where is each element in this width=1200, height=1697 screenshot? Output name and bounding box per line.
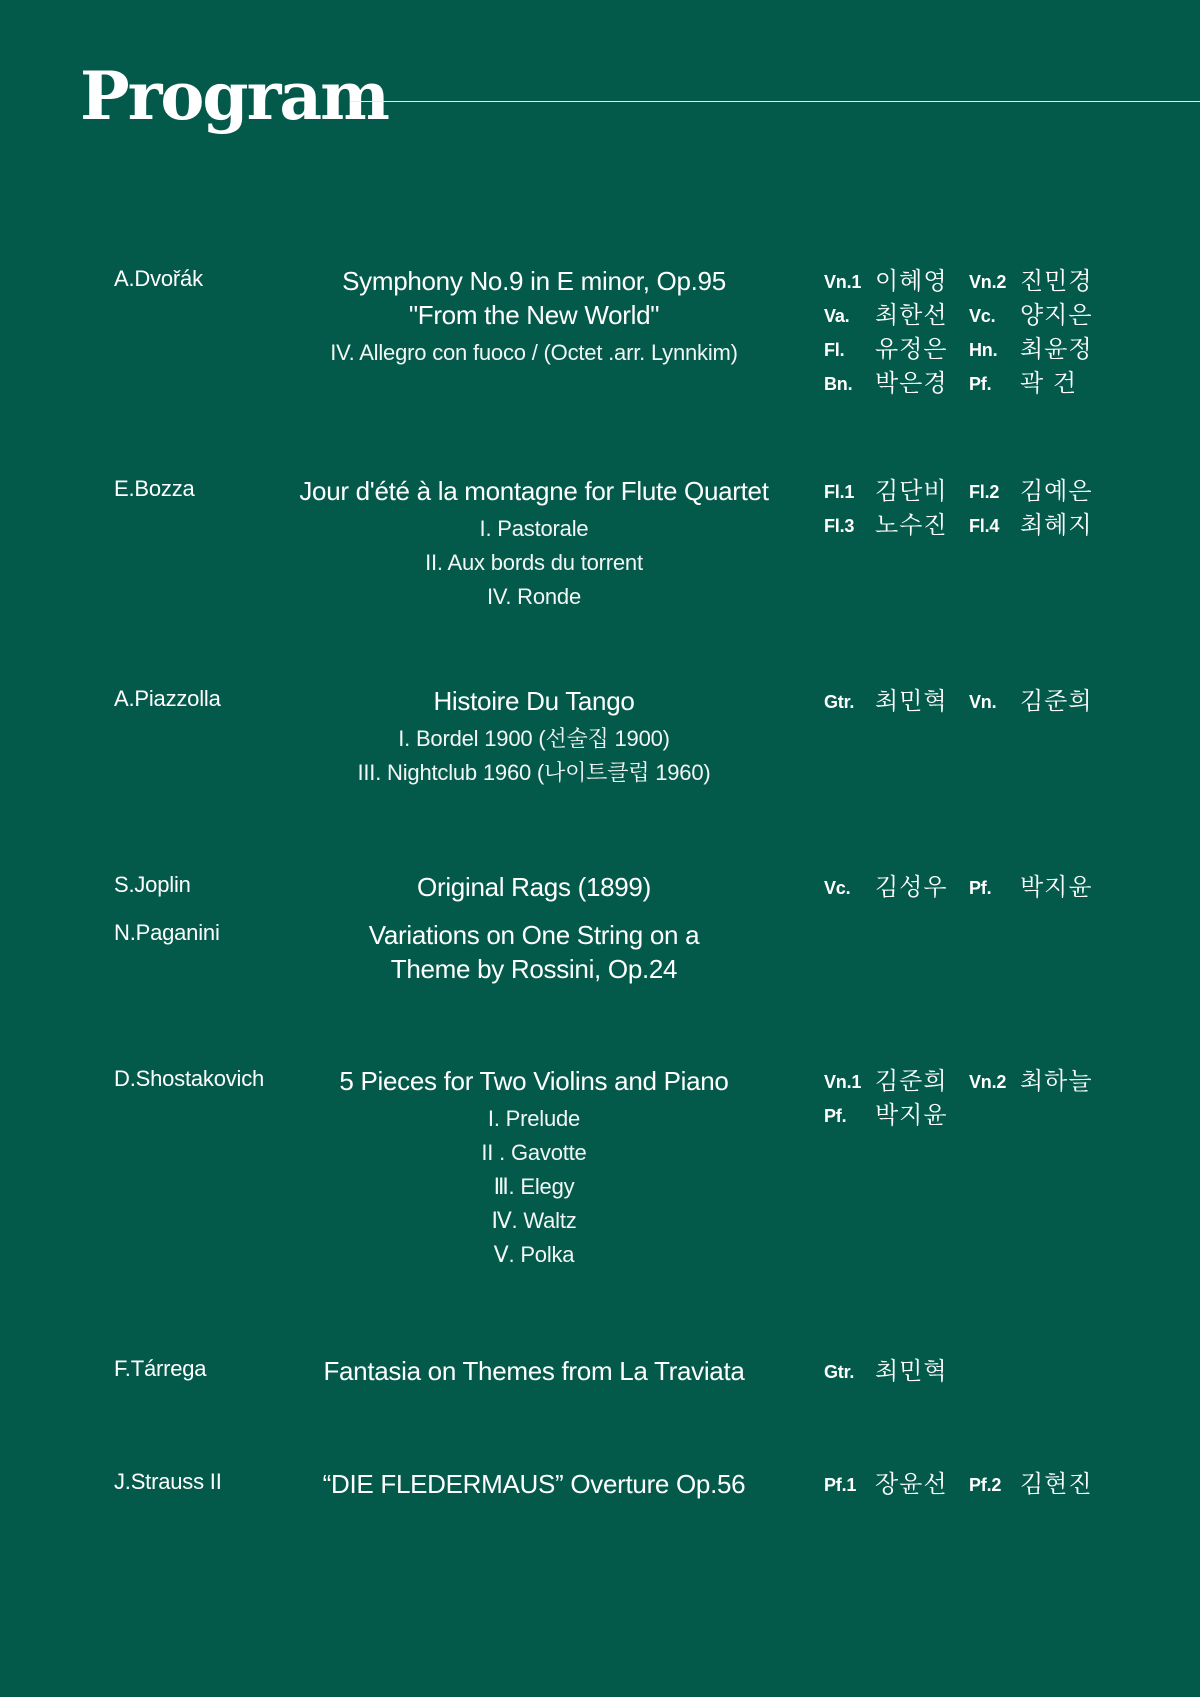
performer xyxy=(969,264,1114,298)
instrument-label: Pf. xyxy=(969,374,992,394)
performer xyxy=(969,1064,1114,1098)
performer-name: 김예은 xyxy=(1020,477,1093,505)
work-title-line: 5 Pieces for Two Violins and Piano xyxy=(339,1066,729,1096)
performer xyxy=(824,508,969,542)
title-divider xyxy=(350,101,1200,102)
performer xyxy=(824,298,969,332)
composer-name: J.Strauss II xyxy=(114,1469,222,1494)
work-block xyxy=(284,474,784,614)
work-block xyxy=(284,684,784,790)
performer-name: 박지윤 xyxy=(1020,873,1093,901)
performer-name: 장윤선 xyxy=(875,1470,948,1498)
instrument-label: Fl. xyxy=(824,340,845,360)
performer-name: 진민경 xyxy=(1020,267,1093,295)
instrument-label: Vn.2 xyxy=(969,272,1007,292)
program-header xyxy=(80,56,1200,136)
work-block xyxy=(284,1064,784,1272)
movement: IV. Allegro con fuoco / (Octet .arr. Lynnkim) xyxy=(330,340,738,365)
instrument-label: Vn.1 xyxy=(824,1072,862,1092)
movement-list xyxy=(284,1102,784,1272)
performer xyxy=(824,1354,969,1388)
instrument-label: Pf.2 xyxy=(969,1475,1002,1495)
performer xyxy=(969,508,1114,542)
performer-name: 박지윤 xyxy=(875,1101,948,1129)
performer xyxy=(824,1064,969,1098)
performer-name: 김단비 xyxy=(875,477,948,505)
performer-name: 김성우 xyxy=(875,873,948,901)
performer xyxy=(969,332,1114,366)
movement: I. Prelude xyxy=(487,1106,581,1131)
performer-name: 이혜영 xyxy=(875,267,948,295)
performer xyxy=(969,298,1114,332)
performer-name: 유정은 xyxy=(875,335,948,363)
instrument-label: Vn.2 xyxy=(969,1072,1007,1092)
movement-list xyxy=(284,722,784,790)
performer-name: 최민혁 xyxy=(875,1357,948,1385)
work-title-line: "From the New World" xyxy=(408,300,660,330)
instrument-label: Va. xyxy=(824,306,850,326)
movement-list xyxy=(284,512,784,614)
instrument-label: Vc. xyxy=(969,306,996,326)
instrument-label: Vn.1 xyxy=(824,272,862,292)
performer xyxy=(969,684,1114,718)
instrument-label: Pf. xyxy=(824,1106,847,1126)
instrument-label: Fl.4 xyxy=(969,516,1000,536)
work-block xyxy=(284,1467,784,1501)
performer xyxy=(824,1467,969,1501)
performer xyxy=(824,1098,969,1132)
work-title-line: “DIE FLEDERMAUS” Overture Op.56 xyxy=(322,1469,746,1499)
performer xyxy=(824,264,969,298)
composer-name: A.Dvořák xyxy=(114,266,203,291)
instrument-label: Hn. xyxy=(969,340,998,360)
instrument-label: Gtr. xyxy=(824,1362,855,1382)
composer-name: F.Tárrega xyxy=(114,1356,207,1381)
performer-name: 최민혁 xyxy=(875,687,948,715)
movement: IV. Ronde xyxy=(486,584,582,609)
performer-name: 김준희 xyxy=(875,1067,948,1095)
movement-list xyxy=(284,336,784,370)
composer-name: A.Piazzolla xyxy=(114,686,221,711)
performer-name: 노수진 xyxy=(875,511,948,539)
performer-name: 최윤정 xyxy=(1020,335,1093,363)
work-title-line: Fantasia on Themes from La Traviata xyxy=(323,1356,745,1386)
composer-name: N.Paganini xyxy=(114,920,220,945)
instrument-label: Vc. xyxy=(824,878,851,898)
performer-name: 곽 건 xyxy=(1020,369,1077,397)
instrument-label: Fl.2 xyxy=(969,482,1000,502)
performer xyxy=(969,366,1114,400)
work-title-line: Symphony No.9 in E minor, Op.95 xyxy=(342,266,726,296)
movement: Ⅳ. Waltz xyxy=(491,1208,577,1233)
composer-name: D.Shostakovich xyxy=(114,1066,265,1091)
movement: II . Gavotte xyxy=(481,1140,587,1165)
movement: II. Aux bords du torrent xyxy=(425,550,643,575)
performer xyxy=(824,332,969,366)
instrument-label: Pf. xyxy=(969,878,992,898)
performer xyxy=(969,1467,1114,1501)
performer xyxy=(824,366,969,400)
instrument-label: Pf.1 xyxy=(824,1475,857,1495)
page-title: Program xyxy=(80,57,388,135)
composer-name: E.Bozza xyxy=(114,476,195,501)
movement: Ⅴ. Polka xyxy=(493,1242,575,1267)
performer xyxy=(824,474,969,508)
work-block xyxy=(284,264,784,370)
work-block xyxy=(284,870,784,904)
performer xyxy=(824,870,969,904)
instrument-label: Bn. xyxy=(824,374,853,394)
movement: III. Nightclub 1960 (나이트클럽 1960) xyxy=(357,760,711,785)
instrument-label: Gtr. xyxy=(824,692,855,712)
performer-name: 최혜지 xyxy=(1020,511,1093,539)
instrument-label: Fl.3 xyxy=(824,516,855,536)
work-title-line: Original Rags (1899) xyxy=(417,872,651,902)
instrument-label: Fl.1 xyxy=(824,482,855,502)
work-title-line: Variations on One String on a xyxy=(368,920,700,950)
performer-name: 양지은 xyxy=(1020,301,1093,329)
work-block xyxy=(284,1354,784,1388)
performer-name: 최한선 xyxy=(875,301,948,329)
performer xyxy=(969,474,1114,508)
movement: I. Pastorale xyxy=(479,516,589,541)
performer-name: 박은경 xyxy=(875,369,948,397)
work-title-line: Histoire Du Tango xyxy=(433,686,635,716)
performer-name: 김현진 xyxy=(1020,1470,1093,1498)
movement: I. Bordel 1900 (선술집 1900) xyxy=(398,726,670,751)
performer-name: 김준희 xyxy=(1020,687,1093,715)
performer xyxy=(969,870,1114,904)
work-title-line: Theme by Rossini, Op.24 xyxy=(390,954,678,984)
movement: Ⅲ. Elegy xyxy=(493,1174,575,1199)
performer-name: 최하늘 xyxy=(1020,1067,1093,1095)
composer-name: S.Joplin xyxy=(114,872,191,897)
work-block xyxy=(284,918,784,986)
performer xyxy=(824,684,969,718)
instrument-label: Vn. xyxy=(969,692,997,712)
work-title-line: Jour d'été à la montagne for Flute Quartet xyxy=(299,476,769,506)
